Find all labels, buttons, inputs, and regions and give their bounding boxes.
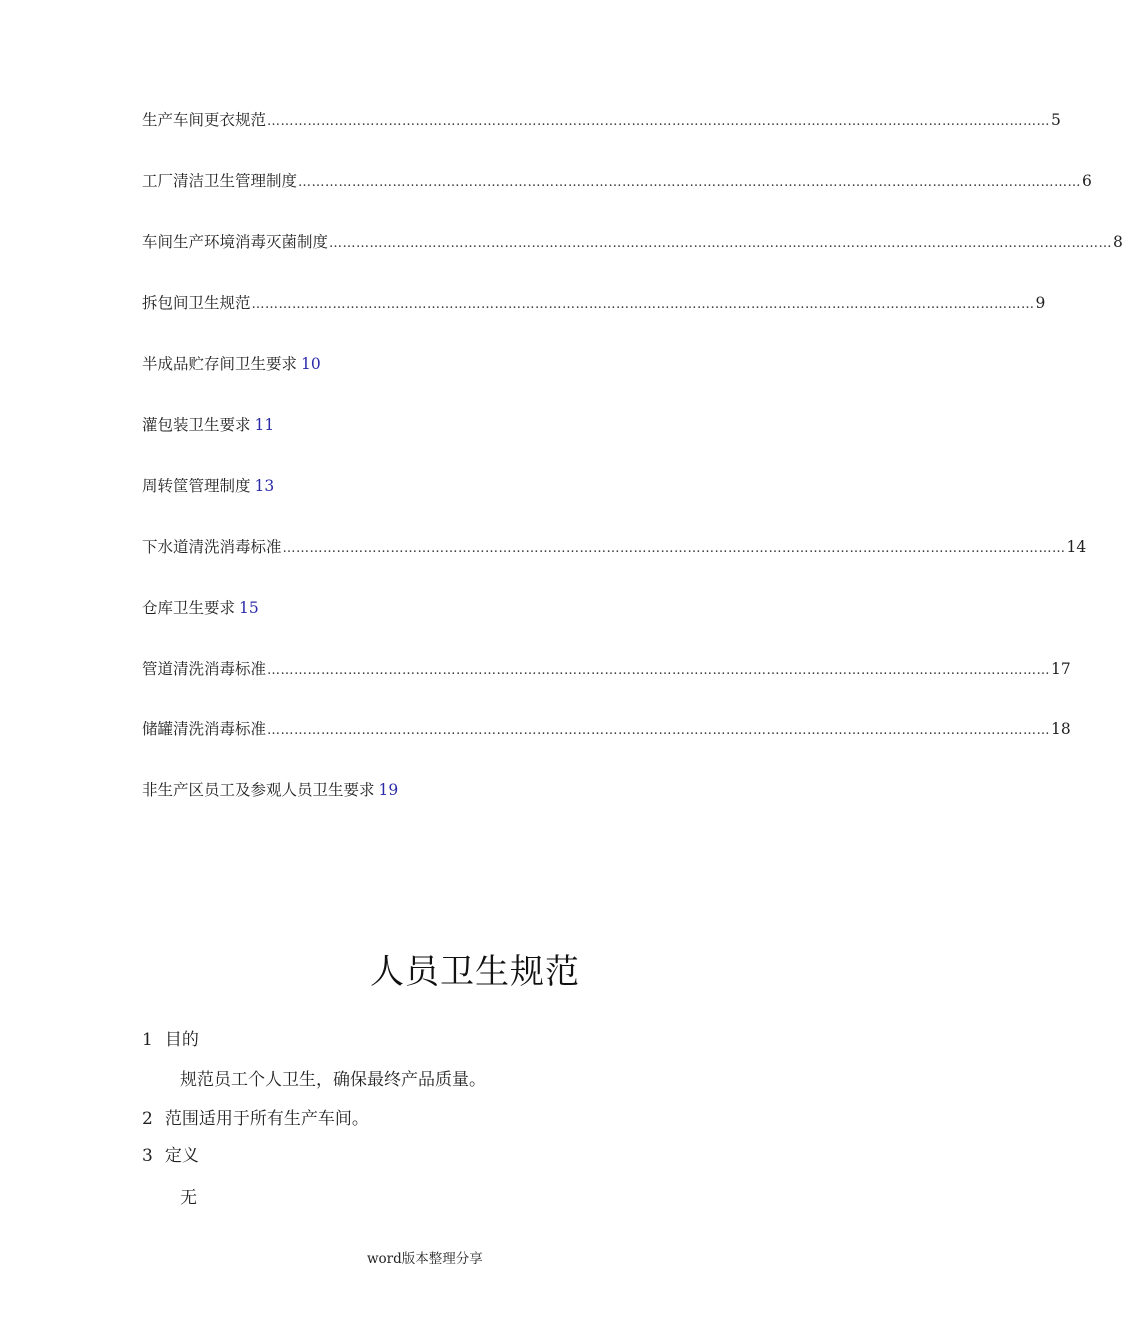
toc-entry-title: 生产车间更衣规范	[142, 111, 267, 129]
section-1-body: 规范员工个人卫生，确保最终产品质量。	[180, 1070, 486, 1090]
toc-entry-page: 19	[378, 781, 399, 799]
toc-dot-leader: …………………………………………………………………………………………………………………………………………………………	[267, 663, 1051, 678]
toc-entry-page: 5	[1051, 111, 1061, 129]
toc-entry[interactable]	[142, 412, 274, 438]
section-title: 范围适用于所有生产车间。	[164, 1109, 369, 1129]
section-3-body: 无	[180, 1188, 197, 1208]
section-title: 目的	[164, 1030, 199, 1050]
toc-entry-title: 管道清洗消毒标准	[142, 660, 267, 678]
toc-entry[interactable]	[142, 777, 398, 803]
toc-entry-title: 下水道清洗消毒标准	[142, 538, 282, 556]
toc-entry-title: 非生产区员工及参观人员卫生要求	[142, 781, 375, 799]
toc-entry-title: 拆包间卫生规范	[142, 294, 251, 312]
toc-entry-page: 8	[1113, 233, 1123, 251]
section-heading: 人员卫生规范	[370, 952, 580, 992]
section-3-title	[142, 1143, 199, 1169]
toc-dot-leader: …………………………………………………………………………………………………………………………………………………………	[267, 723, 1051, 738]
toc-entry[interactable]	[142, 229, 1123, 255]
toc-entry-page: 13	[254, 477, 275, 495]
section-title: 定义	[164, 1146, 199, 1166]
toc-entry[interactable]	[142, 716, 1071, 742]
toc-entry[interactable]	[142, 107, 1061, 133]
section-2-title	[142, 1106, 369, 1132]
section-number: 2	[142, 1109, 153, 1129]
toc-entry-title: 半成品贮存间卫生要求	[142, 355, 298, 373]
toc-entry[interactable]	[142, 534, 1087, 560]
toc-dot-leader: …………………………………………………………………………………………………………………………………………………………	[251, 297, 1035, 312]
toc-entry-title: 储罐清洗消毒标准	[142, 720, 267, 738]
toc-dot-leader: …………………………………………………………………………………………………………………………………………………………	[282, 541, 1066, 556]
toc-entry-page: 10	[301, 355, 321, 373]
toc-entry-page: 6	[1082, 172, 1092, 190]
toc-dot-leader: …………………………………………………………………………………………………………………………………………………………	[329, 236, 1113, 251]
toc-entry-page: 17	[1051, 660, 1071, 678]
toc-entry-title: 周转筐管理制度	[142, 477, 251, 495]
toc-entry-page: 11	[254, 416, 275, 434]
toc-entry-title: 车间生产环境消毒灭菌制度	[142, 233, 329, 251]
toc-dot-leader: …………………………………………………………………………………………………………………………………………………………	[298, 175, 1082, 190]
toc-entry-page: 15	[239, 599, 259, 617]
toc-dot-leader: …………………………………………………………………………………………………………………………………………………………	[267, 114, 1051, 129]
section-number: 3	[142, 1146, 153, 1166]
page-footer: word版本整理分享	[367, 1251, 483, 1267]
toc-entry-page: 18	[1051, 720, 1071, 738]
toc-entry[interactable]	[142, 168, 1092, 194]
toc-entry-title: 工厂清洁卫生管理制度	[142, 172, 298, 190]
toc-entry[interactable]	[142, 656, 1071, 682]
toc-entry-page: 9	[1035, 294, 1046, 312]
toc-entry[interactable]	[142, 290, 1046, 316]
toc-entry-page: 14	[1066, 538, 1087, 556]
toc-entry-title: 灌包装卫生要求	[142, 416, 251, 434]
toc-entry[interactable]	[142, 595, 259, 621]
toc-entry-title: 仓库卫生要求	[142, 599, 236, 617]
toc-entry[interactable]	[142, 473, 274, 499]
section-1-title	[142, 1027, 199, 1053]
toc-entry[interactable]	[142, 351, 321, 377]
section-number: 1	[142, 1030, 153, 1050]
